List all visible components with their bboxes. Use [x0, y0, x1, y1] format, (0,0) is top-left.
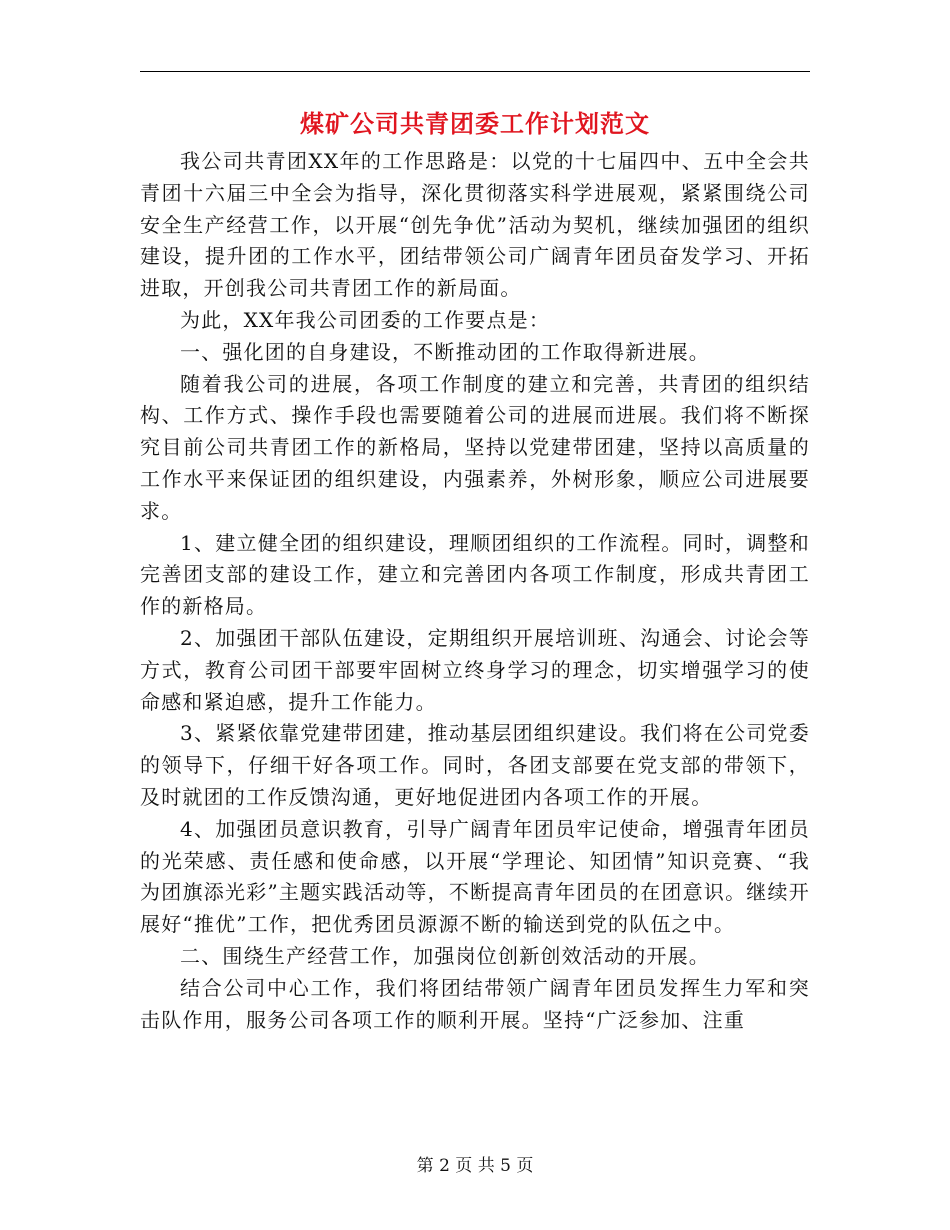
- page-footer: [0, 1154, 950, 1178]
- section-heading: 二、围绕生产经营工作，加强岗位创新创效活动的开展。: [180, 943, 710, 968]
- document-title: 煤矿公司共青团委工作计划范文: [300, 109, 650, 138]
- header-rule: [140, 71, 810, 72]
- paragraph: 随着我公司的进展，各项工作制度的建立和完善，共青团的组织结构、工作方式、操作手段也需要随着公司的进展而进展。我们将不断探究目前公司共青团工作的新格局，坚持以党建带团建，坚持以高质量的工作水平来保证团的组织建设，内强素养，外树形象，顺应公司进展要求。: [140, 371, 810, 523]
- paragraph: 结合公司中心工作，我们将团结带领广阔青年团员发挥生力军和突击队作用，服务公司各项工作的顺利开展。坚持“广泛参加、注重: [140, 975, 810, 1032]
- paragraph: 我公司共青团XX年的工作思路是：以党的十七届四中、五中全会共青团十六届三中全会为指导，深化贯彻落实科学进展观，紧紧围绕公司安全生产经营工作，以开展“创先争优”活动为契机，继续加强团的组织建设，提升团的工作水平，团结带领公司广阔青年团员奋发学习、开拓进取，开创我公司共青团工作的新局面。: [140, 149, 810, 301]
- page-number: 第 2 页 共 5 页: [416, 1156, 534, 1176]
- list-item: 3、紧紧依靠党建带团建，推动基层团组织建设。我们将在公司党委的领导下，仔细干好各项工作。同时，各团支部要在党支部的带领下，及时就团的工作反馈沟通，更好地促进团内各项工作的开展。: [140, 721, 810, 809]
- list-item: 1、建立健全团的组织建设，理顺团组织的工作流程。同时，调整和完善团支部的建设工作，建立和完善团内各项工作制度，形成共青团工作的新格局。: [140, 530, 810, 619]
- list-item: 4、加强团员意识教育，引导广阔青年团员牢记使命，增强青年团员的光荣感、责任感和使命感，以开展“学理论、知团情”知识竞赛、“我为团旗添光彩”主题实践活动等，不断提高青年团员的在团意识。继续开展好“推优”工作，把优秀团员源源不断的输送到党的队伍之中。: [140, 816, 810, 937]
- document-body: [140, 146, 810, 1036]
- section-heading: 一、强化团的自身建设，不断推动团的工作取得新进展。: [180, 339, 710, 364]
- paragraph: 为此，XX年我公司团委的工作要点是：: [180, 307, 551, 332]
- list-item: 2、加强团干部队伍建设，定期组织开展培训班、沟通会、讨论会等方式，教育公司团干部要牢固树立终身学习的理念，切实增强学习的使命感和紧迫感，提升工作能力。: [140, 625, 810, 714]
